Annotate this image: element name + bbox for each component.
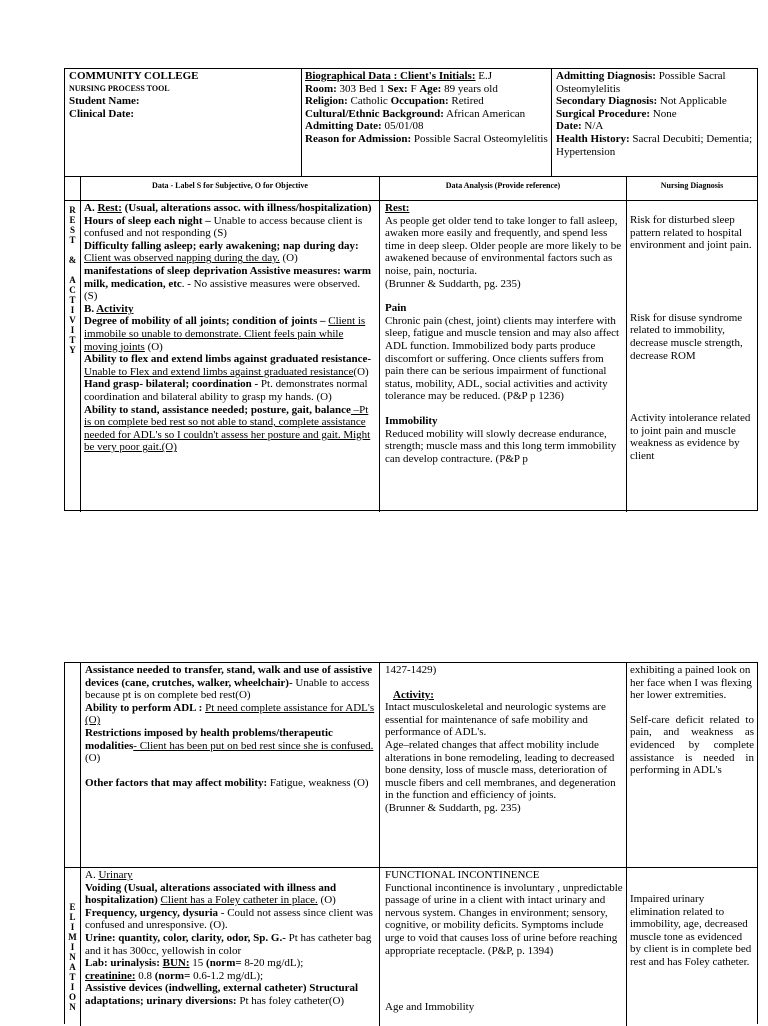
urine-characteristics: Urine: quantity, color, clarity, odor, Sp. G.- Pt has catheter bag and it has 300cc, yellowish in color: [85, 931, 372, 957]
initials-line: Biographical Data : Client's Initials: E.J: [305, 70, 493, 82]
cultural-line: Cultural/Ethnic Background: African American: [305, 107, 526, 120]
rest-analysis-ref: (Brunner & Suddarth, pg. 235): [385, 277, 521, 290]
restrictions: Restrictions imposed by health problems/therapeutic modalities- Client has been put on bed rest since she is confused. (O): [85, 726, 374, 765]
ability-to-perform-adl: Ability to perform ADL : Pt need complete assistance for ADL's (O): [85, 701, 375, 727]
nursing-tool-page-2: [64, 662, 758, 1024]
dx-disturbed-sleep: Risk for disturbed sleep pattern related to hospital environment and joint pain.: [630, 214, 752, 252]
surgical-line: Surgical Procedure: None: [556, 107, 677, 120]
functional-incontinence-text: Functional incontinence is involuntary , unpredictable passage of urine in a client with intact urinary and nervous system. Changes in environment; sensory, cognitive, or mobility deficits. Symptoms include urge to void that causes loss of urine before reaching appropriate receptacle. (P&P, p. 1394): [385, 881, 623, 957]
reason-line: Reason for Admission: Possible Sacral Osteomylelitis: [305, 132, 548, 145]
rest-activity-row: [65, 201, 757, 512]
activity-continued-data: [81, 663, 380, 867]
secondary-dx-line: Secondary Diagnosis: Not Applicable: [556, 95, 727, 108]
activity-continued-analysis: [380, 663, 627, 867]
side-label-elimination: E L I M I N A T I O N: [65, 868, 81, 1026]
immobility-text: Reduced mobility will slowly decrease endurance, strength; muscle mass and this long term immobility can develop contracture. (P&P p: [385, 427, 617, 465]
hours-of-sleep: Hours of sleep each night – Unable to access because client is confused and not responding (S): [84, 214, 363, 240]
immobility-title: Immobility: [385, 414, 438, 427]
sleep-deprivation: manifestations of sleep deprivation Assistive measures: warm milk, medication, etc. - No assistive measures were observed. (S): [84, 264, 371, 303]
rest-activity-diagnosis: [627, 201, 757, 512]
activity-continued-row: [65, 663, 757, 868]
elimination-data: [81, 868, 380, 1026]
dx-disuse-syndrome: Risk for disuse syndrome related to immobility, decrease muscle strength, decrease ROM: [630, 311, 743, 362]
biographical-block: [302, 69, 552, 176]
difficulty-falling-asleep: Difficulty falling asleep; early awakening; nap during day: Client was observed napping during the day. (O): [84, 239, 359, 265]
room-line: Room: 303 Bed 1 Sex: F Age: 89 years old: [305, 82, 498, 95]
activity-analysis-title: Activity:: [393, 688, 434, 701]
rest-analysis-text: As people get older tend to take longer to fall asleep, awaken more easily and frequently, and spend less time in deep sleep. Older people are more likely to be awakened because of environmental factors such as noise, pain, nocturia.: [385, 214, 622, 277]
frequency-urgency: Frequency, urgency, dysuria - Could not assess since client was confused and unresponsive. (O).: [85, 906, 373, 932]
student-name-field: Student Name:: [69, 95, 140, 108]
rest-activity-analysis: [380, 201, 627, 512]
tool-name: NURSING PROCESS TOOL: [69, 83, 170, 93]
hand-grasp: Hand grasp- bilateral; coordination - Pt. demonstrates normal coordination and bilateral ability to grasp my hands. (O): [84, 378, 368, 403]
degree-of-mobility: Degree of mobility of all joints; condition of joints – Client is immobile so unable to demonstrate. Client feels pain while moving joints (O): [84, 315, 366, 353]
activity-analysis-text: Intact musculoskeletal and neurologic systems are essential for maintenance of safe mobility and performance of ADL's.: [385, 701, 606, 739]
age-related-text: Age–related changes that affect mobility include alterations in bone remodeling, leading to decreased bone density, loss of muscle mass, deterioration of muscle fibers and cell membranes, and degeneration in the function and efficiency of joints.: [385, 738, 616, 802]
col-header-data: Data - Label S for Subjective, O for Objective: [81, 177, 380, 200]
dx-continued: exhibiting a pained look on her face when I was flexing her lower extremities.: [630, 664, 752, 702]
health-history-line: Health History: Sacral Decubiti; Dementia; Hypertension: [556, 132, 753, 158]
urinary-heading: A. Urinary: [85, 869, 133, 881]
dx-impaired-urinary-elimination: Impaired urinary elimination related to immobility, age, decreased muscle tone as evidenced by client is in complete bed rest and has Foley catheter.: [630, 893, 752, 968]
age-and-immobility: Age and Immobility: [385, 1001, 475, 1014]
col-header-analysis: Data Analysis (Provide reference): [380, 177, 627, 200]
lab-creatinine: creatinine: 0.8 (norm= 0.6-1.2 mg/dL);: [85, 969, 264, 982]
date-line: Date: N/A: [556, 120, 604, 133]
lab-urinalysis: Lab: urinalysis: BUN: 15 (norm= 8-20 mg/dL);: [85, 957, 304, 970]
dx-self-care-deficit: Self-care deficit related to pain, and weakness as evidenced by complete assistance is needed in performing in ADL's: [630, 713, 754, 777]
continued-reference: 1427-1429): [385, 664, 437, 676]
rest-analysis-title: Rest:: [385, 202, 410, 214]
column-header-row: [65, 177, 757, 201]
transfer-assistance: Assistance needed to transfer, stand, walk and use of assistive devices (cane, crutches, walker, wheelchair)- Unable to access because pt is on complete bed rest(O): [85, 664, 373, 702]
religion-line: Religion: Catholic Occupation: Retired: [305, 95, 484, 108]
side-label-rest-activity: R E S T & A C T I V I T Y: [65, 201, 81, 512]
activity-heading: B. Activity: [84, 302, 134, 315]
diagnosis-block: [552, 69, 757, 176]
ability-to-stand: Ability to stand, assistance needed; posture, gait, balance –Pt is on complete bed rest so not able to stand, complete assistance needed for ADL's so I couldn't assess her posture and gait. Might be very poor gait.(O): [84, 403, 371, 454]
elimination-analysis: [380, 868, 627, 1026]
college-name: COMMUNITY COLLEGE: [69, 70, 199, 82]
pain-text: Chronic pain (chest, joint) clients may interfere with sleep, fatigue and muscle tension and may also affect ADL function. Immobilized body parts produce discomfort or suffering. Once clients suffers from pain there can be serious impairment of functional status, mobility, ADL, social activities and activity tolerance may be reduced. (P&P p 1236): [385, 314, 620, 403]
voiding: Voiding (Usual, alterations associated with illness and hospitalization) Client has a Foley catheter in place. (O): [85, 881, 337, 907]
col-header-diagnosis: Nursing Diagnosis: [660, 181, 724, 190]
flex-extend-limbs: Ability to flex and extend limbs against graduated resistance- Unable to Flex and extend limbs against graduated resistance(O): [84, 353, 372, 378]
other-mobility-factors: Other factors that may affect mobility: Fatigue, weakness (O): [85, 776, 369, 789]
pain-title: Pain: [385, 302, 407, 315]
admitting-dx-line: Admitting Diagnosis: Possible Sacral Osteomylelitis: [556, 70, 726, 95]
nursing-tool-page-1: [64, 68, 758, 511]
rest-activity-data: [81, 201, 380, 512]
activity-continued-diagnosis: [627, 663, 757, 867]
functional-incontinence-title: FUNCTIONAL INCONTINENCE: [385, 869, 540, 881]
activity-analysis-ref: (Brunner & Suddarth, pg. 235): [385, 801, 521, 814]
elimination-diagnosis: [627, 868, 757, 1026]
college-block: [65, 69, 302, 176]
dx-activity-intolerance: Activity intolerance related to joint pain and muscle weakness as evidence by client: [630, 412, 751, 462]
admit-date-line: Admitting Date: 05/01/08: [305, 120, 424, 133]
rest-heading: A. Rest: (Usual, alterations assoc. with illness/hospitalization): [84, 202, 372, 214]
elimination-row: [65, 868, 757, 1026]
assistive-devices: Assistive devices (indwelling, external catheter) Structural adaptations; urinary diversions: Pt has foley catheter(O): [85, 982, 359, 1007]
clinical-date-field: Clinical Date:: [69, 107, 135, 120]
header-row: [65, 69, 757, 177]
